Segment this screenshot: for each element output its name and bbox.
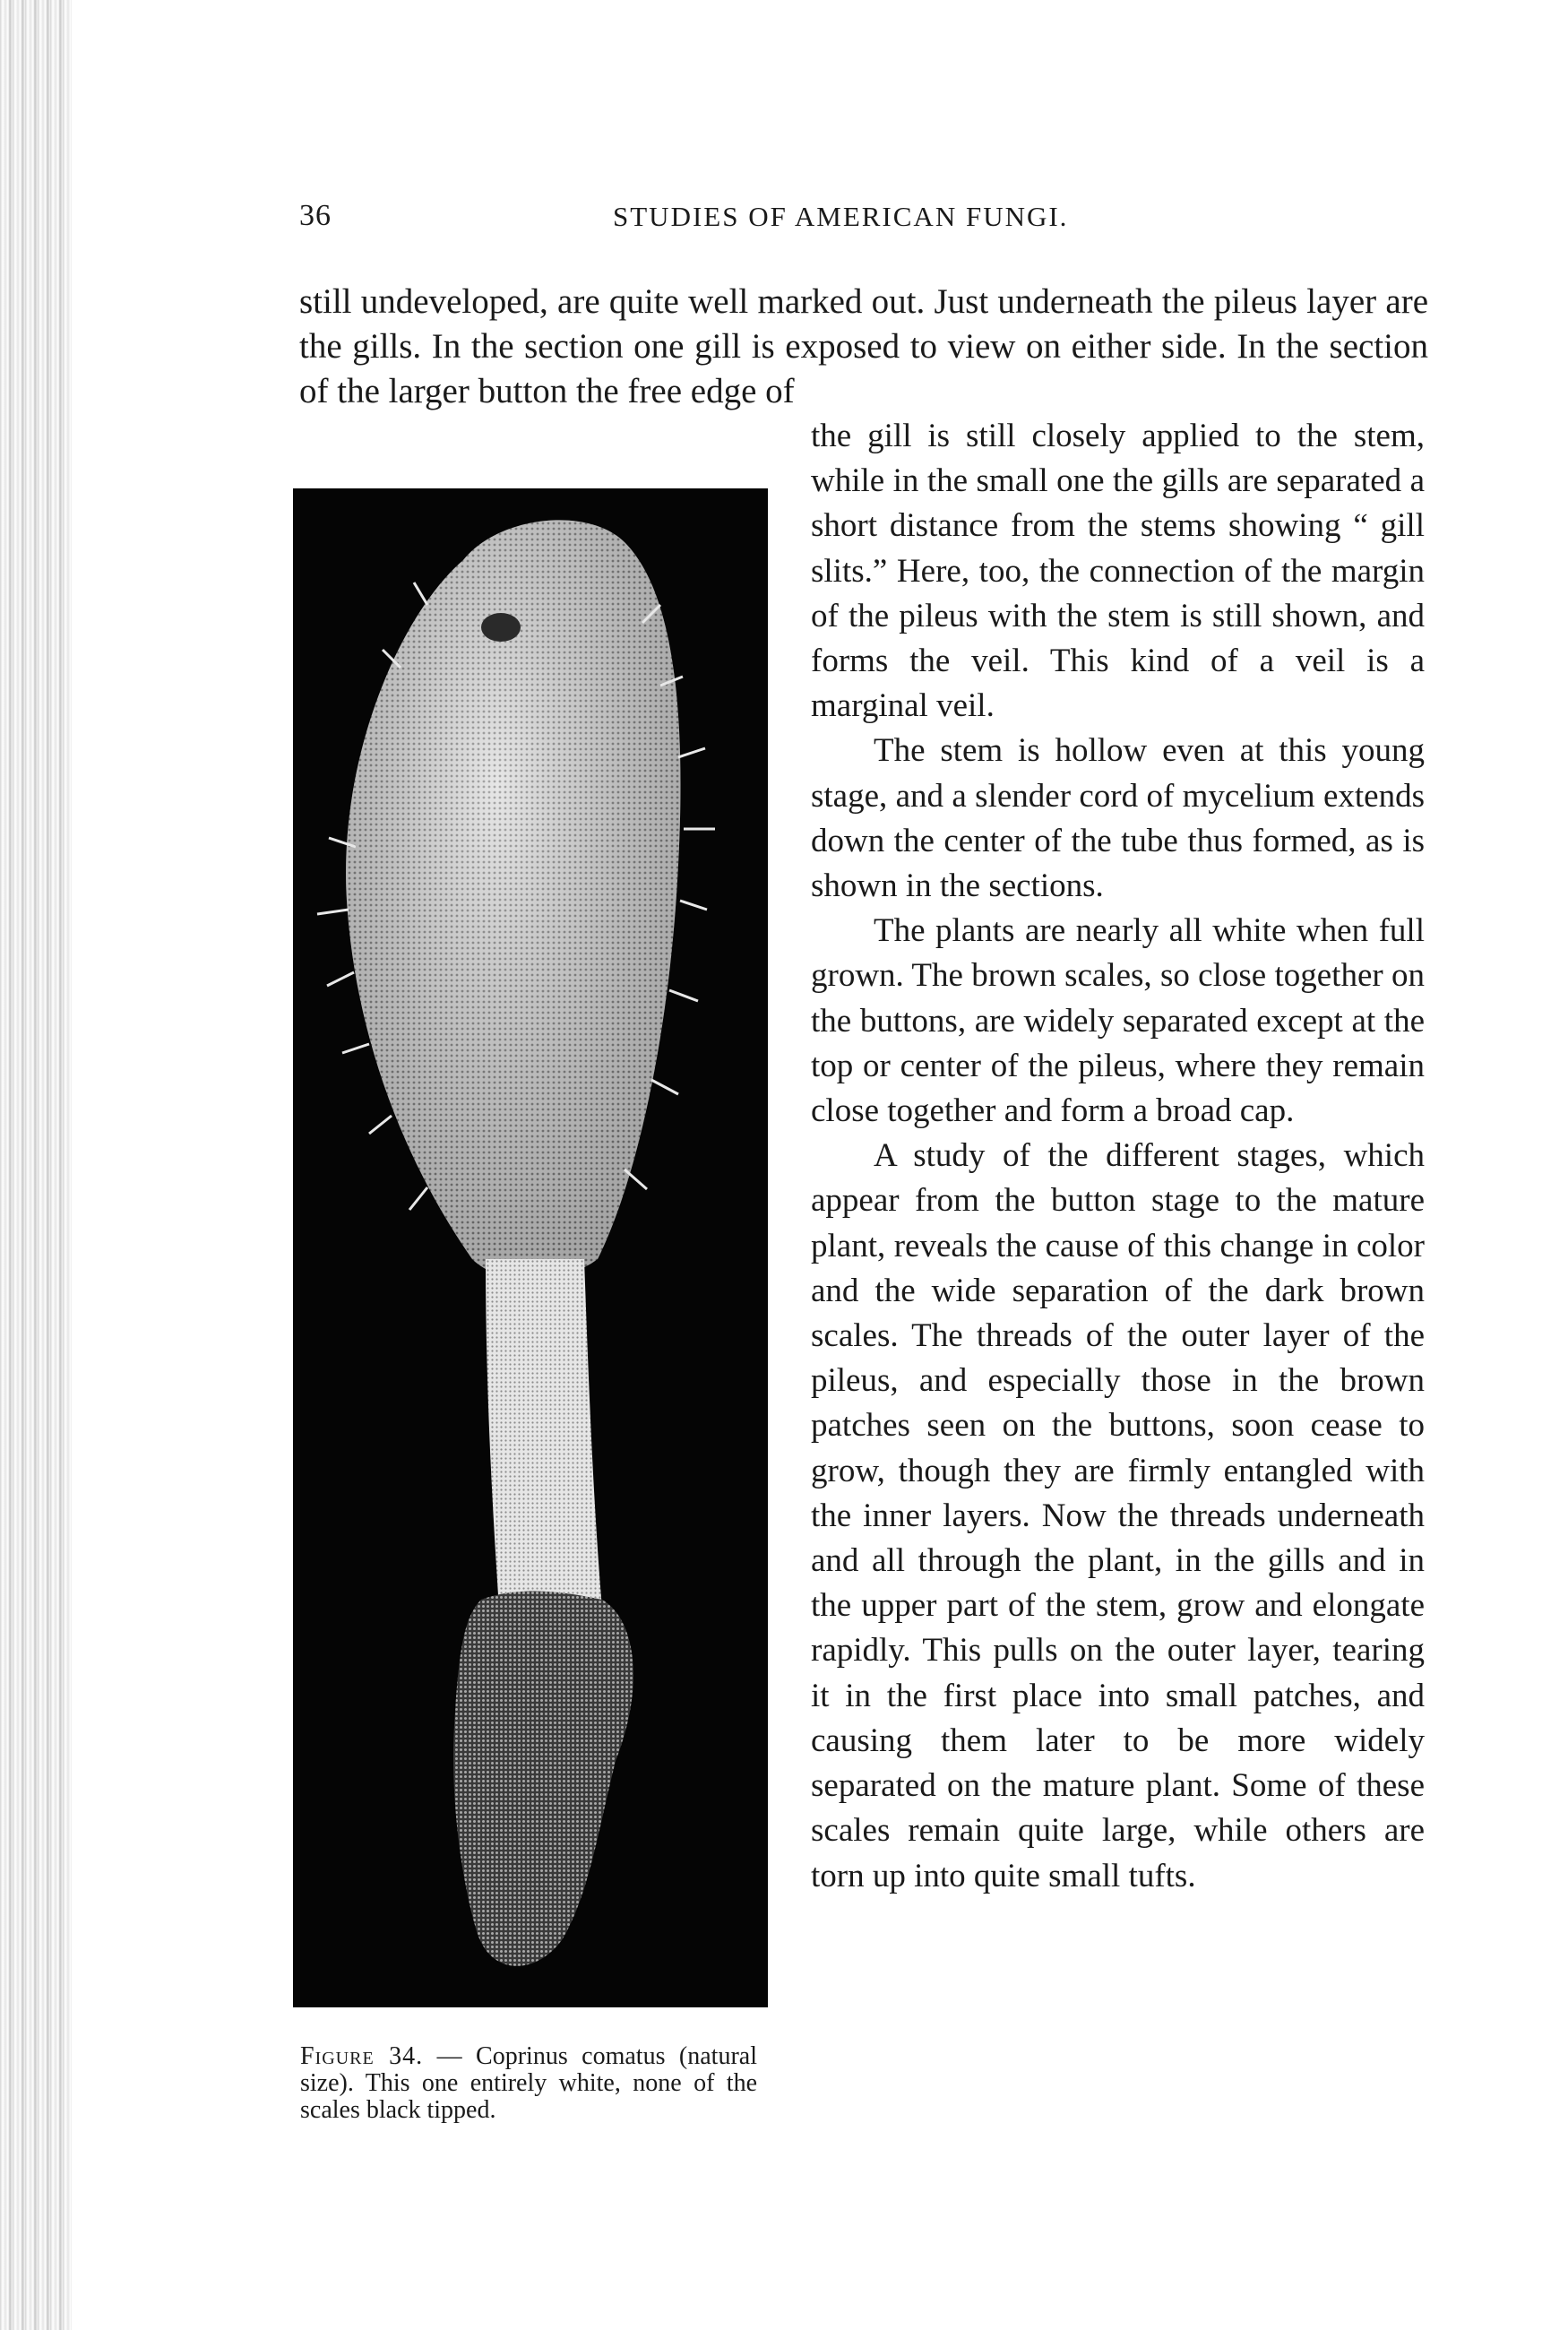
mushroom-stem bbox=[486, 1259, 602, 1609]
page-number: 36 bbox=[299, 199, 332, 232]
cap-tip bbox=[481, 613, 521, 642]
mushroom-illustration bbox=[293, 488, 768, 2007]
figure-caption bbox=[300, 2043, 757, 2124]
intro-paragraph bbox=[299, 280, 1428, 414]
book-binding-edge bbox=[0, 0, 72, 2330]
page-header bbox=[299, 199, 1428, 244]
caption-text: — Coprinus comatus (natural size). This one entirely white, none of the scales black tipped. bbox=[300, 2042, 757, 2124]
paragraph-1: the gill is still closely applied to the stem, while in the small one the gills are separated a short distance from the stems showing “ gill slits.” Here, too, the connection of the margin of the pileus with the stem is still shown, and forms the veil. This kind of a veil is a marginal veil. bbox=[811, 418, 1425, 725]
figure-photo bbox=[293, 488, 768, 2007]
running-head: STUDIES OF AMERICAN FUNGI. bbox=[613, 201, 1069, 232]
paragraph-2: The stem is hollow even at this young stage, and a slender cord of mycelium extends down the center of the tube thus formed, as is shown in the sections. bbox=[811, 732, 1425, 905]
right-column bbox=[811, 414, 1425, 1899]
intro-text: still undeveloped, are quite well marked out. Just underneath the pileus layer are the gills. In the section one gill is exposed to view on either side. In the section of the larger button the free edge of bbox=[299, 282, 1428, 410]
paragraph-4: A study of the different stages, which appear from the button stage to the mature plant, reveals the cause of this change in color and the wide separation of the dark brown scales. The threads of the outer layer of the pileus, and especially those in the brown patches seen on the buttons, soon cease to grow, though they are firmly entangled with the inner layers. Now the threads underneath and all through the plant, in the gills and in the upper part of the stem, grow and elongate rapidly. This pulls on the outer layer, tearing it in the first place into small patches, and causing them later to be more widely separated on the mature plant. Some of these scales remain quite large, while others are torn up into quite small tufts. bbox=[811, 1137, 1425, 1894]
mushroom-base bbox=[453, 1592, 633, 1966]
caption-label: Figure 34. bbox=[300, 2042, 424, 2070]
paragraph-3: The plants are nearly all white when full grown. The brown scales, so close together on the buttons, are widely separated except at the top or center of the pileus, where they remain close together and form a broad cap. bbox=[811, 912, 1425, 1130]
